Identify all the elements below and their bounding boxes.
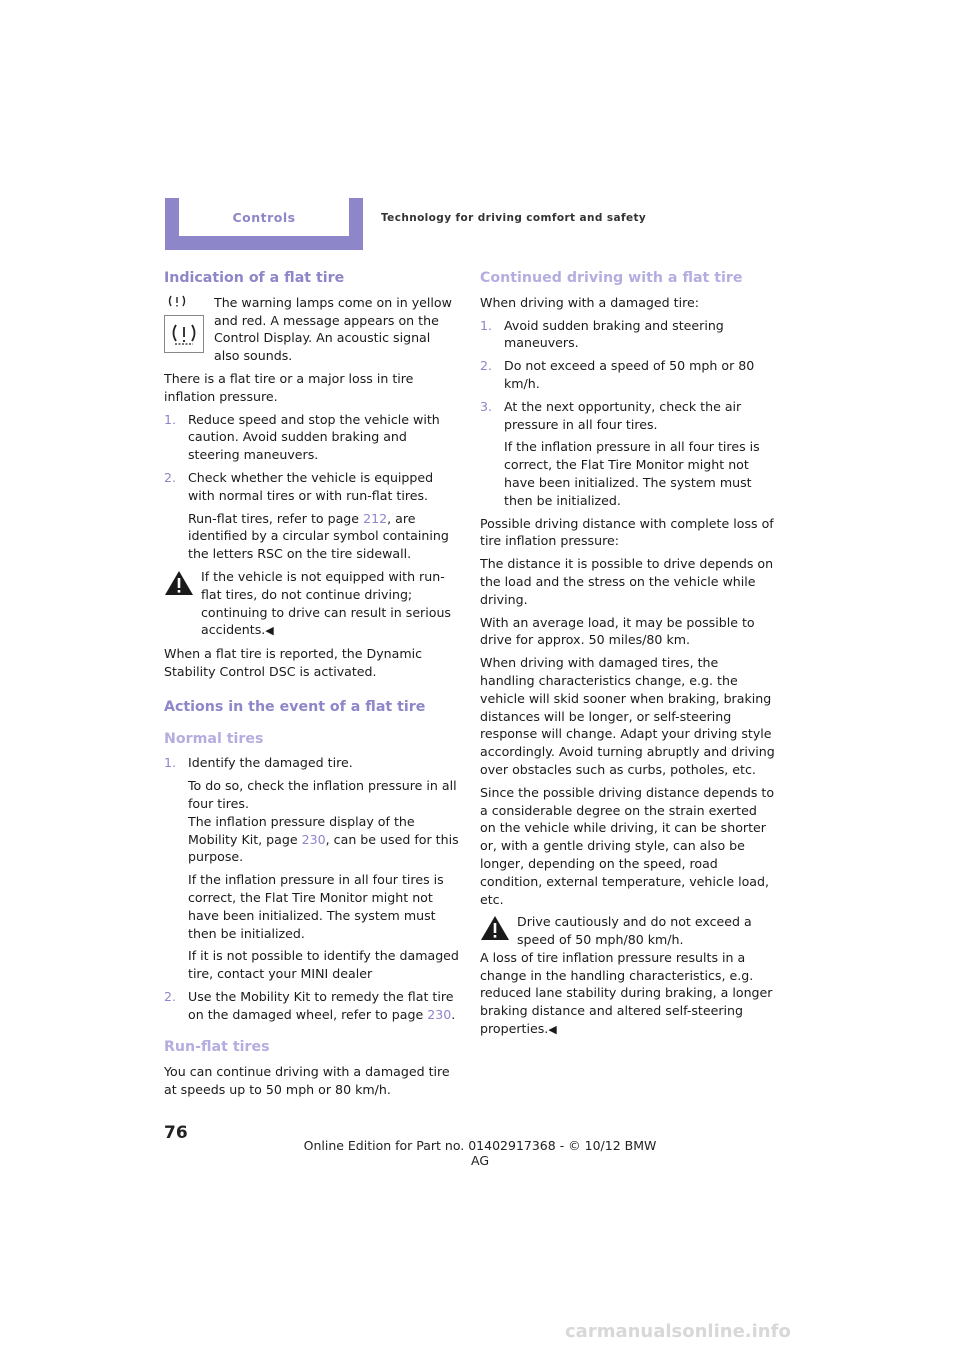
warning-continuation-body: A loss of tire inflation pressure results in a change in the handling characteristics, e.g. reduced lane stability during braking, a longer braking distance and altered self-steering properties. (480, 949, 773, 1037)
warning-lamps-text: The warning lamps come on in yellow and red. A message appears on the Control Display. An acoustic signal also sounds. (214, 294, 452, 364)
normal-step-1-sub3: If the inflation pressure in all four tires is correct, the Flat Tire Monitor might not have been initialized. The system must then be initialized. (188, 872, 444, 941)
dsc-text: When a flat tire is reported, the Dynamic Stability Control DSC is activated. (164, 646, 423, 679)
cont-step-1 (480, 317, 775, 353)
tire-warning-icons (164, 294, 204, 353)
tire-pressure-box-icon (164, 315, 204, 353)
step-text: Do not exceed a speed of 50 mph or 80 km/h. (504, 358, 755, 391)
back-arrow-icon: ◀ (548, 1023, 557, 1037)
right-column (480, 270, 775, 1044)
warning-lamps-block (164, 294, 459, 365)
step-text: Reduce speed and stop the vehicle with caution. Avoid sudden braking and steering maneuvers. (188, 411, 440, 463)
run-flat-reference (164, 510, 459, 563)
online-edition-note: Online Edition for Part no. 01402917368 - © 10/12 BMW AG (303, 1138, 657, 1168)
sub2-pre: The inflation pressure display of the Mobility Kit, page (188, 813, 415, 847)
watermark: carmanualsonline.info (565, 1321, 791, 1342)
run-flat-ref-pre: Run-flat tires, refer to page (188, 510, 364, 526)
driving-distance-intro: Possible driving distance with complete loss of tire inflation pressure: (480, 515, 774, 549)
driving-distance-depends: The distance it is possible to drive depends on the load and the stress on the vehicle while driving. (480, 556, 774, 607)
back-arrow-icon: ◀ (265, 624, 274, 638)
step-number: 2. (164, 988, 177, 1004)
step-text: Check whether the vehicle is equipped with normal tires or with run-flat tires. (188, 469, 434, 503)
step-number: 2. (164, 469, 177, 485)
sub2-post: , can be used for this purpose. (188, 831, 459, 865)
heading-run-flat-tires: Run-flat tires (164, 1039, 270, 1056)
warning-continuation (480, 949, 775, 1039)
run-flat-text: You can continue driving with a damaged tire at speeds up to 50 mph or 80 km/h. (164, 1064, 450, 1098)
normal-step-1 (164, 754, 459, 772)
section-tab (165, 198, 363, 250)
step2-pre: Use the Mobility Kit to remedy the flat tire on the damaged wheel, refer to page (188, 988, 454, 1022)
chapter-title: Technology for driving comfort and safety (381, 212, 647, 224)
warning-text (201, 568, 459, 640)
page-link-230[interactable]: 230 (427, 1006, 452, 1022)
normal-step-1-sub2 (164, 813, 459, 866)
step-number: 1. (480, 317, 493, 333)
heading-indication-flat-tire: Indication of a flat tire (164, 270, 345, 286)
warning-triangle-icon (480, 915, 510, 941)
step-1 (164, 411, 459, 464)
warning-triangle-icon (164, 570, 194, 596)
left-column (164, 270, 459, 1104)
page-link-212[interactable]: 212 (363, 510, 388, 526)
run-flat-warning (164, 568, 459, 640)
step-2 (164, 469, 459, 505)
step-number: 1. (164, 411, 177, 427)
normal-step-1-sub4: If it is not possible to identify the damaged tire, contact your MINI dealer (188, 948, 459, 982)
step-text: Identify the damaged tire. (188, 755, 353, 771)
cont-step-3 (480, 398, 775, 434)
run-flat-ref-post: , are identified by a circular symbol containing the letters RSC on the tire sidewall. (188, 510, 449, 562)
cont-step-3-sub: If the inflation pressure in all four tires is correct, the Flat Tire Monitor might not have been initialized. The system must then be initialized. (504, 439, 760, 508)
step-text: At the next opportunity, check the air pressure in all four tires. (504, 398, 742, 432)
cont-step-2 (480, 357, 775, 393)
step-number: 2. (480, 358, 493, 374)
step2-post: . (451, 1006, 456, 1022)
step-text (188, 989, 455, 1022)
warning-text-body: If the vehicle is not equipped with run-flat tires, do not continue driving; continuing to drive can result in serious accidents. (201, 568, 451, 638)
continued-intro: When driving with a damaged tire: (480, 294, 699, 310)
normal-step-1-sub1: To do so, check the inflation pressure in all four tires. (188, 778, 457, 811)
heading-normal-tires: Normal tires (164, 730, 264, 747)
tire-pressure-small-icon (164, 294, 204, 308)
average-load-text: With an average load, it may be possible to drive for approx. 50 miles/80 km. (480, 614, 755, 648)
heading-actions: Actions in the event of a flat tire (164, 698, 426, 715)
strain-text: Since the possible driving distance depends to a considerable degree on the strain exerted on the vehicle while driving, it can be shorter or, with a gentle driving style, can also be longer, depending on the speed, road condition, external temperature, vehicle load, etc. (480, 784, 775, 907)
step-number: 1. (164, 755, 177, 771)
step-text: Avoid sudden braking and steering maneuvers. (504, 317, 724, 351)
normal-step-2 (164, 988, 459, 1024)
handling-text: When driving with damaged tires, the handling characteristics change, e.g. the vehicle will skid sooner when braking, braking distances will be longer, or self-steering response will change. Adapt your driving style accordingly. Avoid turning abruptly and driving over obstacles such as curbs, potholes, etc. (480, 655, 775, 777)
page-number: 76 (164, 1123, 188, 1143)
warning-text: Drive cautiously and do not exceed a speed of 50 mph/80 km/h. (517, 914, 752, 948)
page-link-230[interactable]: 230 (301, 831, 326, 847)
step-number: 3. (480, 398, 493, 414)
section-label: Controls (179, 198, 349, 236)
heading-continued-driving: Continued driving with a flat tire (480, 270, 743, 286)
drive-cautiously-warning (480, 913, 775, 949)
flat-tire-loss-text: There is a flat tire or a major loss in tire inflation pressure. (164, 370, 414, 404)
